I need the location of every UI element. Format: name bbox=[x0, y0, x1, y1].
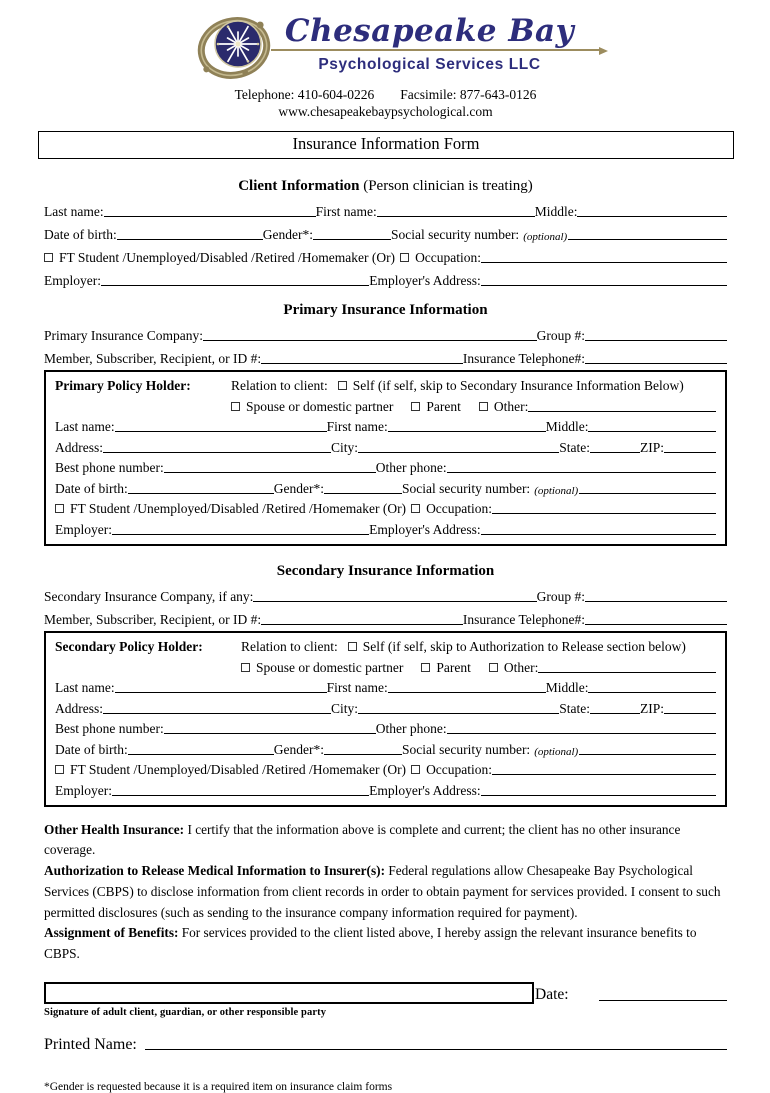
secondary-address-row bbox=[55, 696, 716, 717]
client-middle-field[interactable] bbox=[577, 216, 727, 217]
client-dob-row bbox=[44, 220, 727, 243]
member-id-label: Member, Subscriber, Recipient, or ID #: bbox=[44, 350, 262, 366]
gender-label: Gender*: bbox=[273, 480, 324, 496]
client-occupation-checkbox[interactable] bbox=[400, 253, 409, 262]
primary-dob-row bbox=[55, 476, 716, 497]
signature-field[interactable] bbox=[44, 982, 534, 1004]
best-phone-label: Best phone number: bbox=[55, 721, 164, 737]
assignment-lead: Assignment of Benefits: bbox=[44, 925, 179, 941]
dob-label: Date of birth: bbox=[55, 741, 128, 757]
client-ft-student-checkbox[interactable] bbox=[44, 253, 53, 262]
secondary-zip-field[interactable] bbox=[664, 713, 716, 714]
employer-address-label: Employer's Address: bbox=[369, 521, 481, 537]
primary-employer-row bbox=[55, 517, 716, 538]
gender-label: Gender*: bbox=[273, 741, 324, 757]
secondary-other-checkbox[interactable] bbox=[489, 663, 498, 672]
secondary-insurance-heading bbox=[44, 563, 727, 580]
ssn-optional-note: (optional) bbox=[523, 230, 568, 243]
gender-footnote: *Gender is requested because it is a required item on insurance claim forms bbox=[44, 1080, 393, 1093]
secondary-employer-address-field[interactable] bbox=[481, 795, 716, 796]
middle-label: Middle: bbox=[545, 680, 589, 696]
other-phone-label: Other phone: bbox=[375, 721, 447, 737]
primary-company-label: Primary Insurance Company: bbox=[44, 327, 203, 343]
primary-zip-field[interactable] bbox=[664, 452, 716, 453]
ft-student-label: FT Student /Unemployed/Disabled /Retired /Homemaker (Or) bbox=[59, 249, 396, 265]
secondary-employer-row bbox=[55, 778, 716, 799]
secondary-ssn-field[interactable] bbox=[579, 754, 716, 755]
ssn-label: Social security number: bbox=[401, 480, 531, 496]
telephone-text: Telephone: 410-604-0226 bbox=[234, 87, 375, 102]
secondary-relation-options-row bbox=[55, 655, 716, 676]
contact-line bbox=[44, 87, 727, 104]
zip-label: ZIP: bbox=[639, 439, 664, 455]
primary-address-row bbox=[55, 435, 716, 456]
occupation-label: Occupation: bbox=[415, 249, 482, 265]
primary-name-row bbox=[55, 415, 716, 436]
legal-paragraphs bbox=[44, 820, 727, 965]
ssn-optional-note: (optional) bbox=[534, 484, 579, 497]
relation-label: Relation to client: bbox=[231, 378, 328, 394]
zip-label: ZIP: bbox=[639, 700, 664, 716]
occupation-label: Occupation: bbox=[426, 501, 493, 517]
secondary-insurance-phone-field[interactable] bbox=[585, 624, 727, 625]
primary-member-id-field[interactable] bbox=[261, 363, 463, 364]
primary-insurance-heading bbox=[44, 302, 727, 319]
ssn-label: Social security number: bbox=[401, 741, 531, 757]
employer-label: Employer: bbox=[55, 782, 112, 798]
first-name-label: First name: bbox=[326, 419, 388, 435]
authorization-lead: Authorization to Release Medical Information to Insurer(s): bbox=[44, 863, 385, 879]
authorization-text: Federal regulations allow Chesapeake Bay Psychological Services (CBPS) to disclose information from client records in order to obtain payment for services provided. I consent to such permitted disclosures (such as sending to the insurance company information required for payment). bbox=[44, 863, 721, 920]
secondary-first-name-field[interactable] bbox=[388, 692, 546, 693]
client-ssn-field[interactable] bbox=[568, 239, 727, 240]
assignment-text: For services provided to the client listed above, I hereby assign the relevant insurance benefits to CBPS. bbox=[44, 925, 697, 962]
primary-group-field[interactable] bbox=[585, 340, 727, 341]
primary-member-row bbox=[44, 344, 727, 367]
city-label: City: bbox=[331, 439, 359, 455]
primary-parent-checkbox[interactable] bbox=[411, 402, 420, 411]
address-label: Address: bbox=[55, 439, 103, 455]
ssn-label: Social security number: bbox=[390, 226, 520, 242]
primary-relation-options-row bbox=[55, 394, 716, 415]
middle-label: Middle: bbox=[545, 419, 589, 435]
primary-employer-address-field[interactable] bbox=[481, 534, 716, 535]
primary-phone-row bbox=[55, 456, 716, 477]
primary-other-field[interactable] bbox=[528, 411, 716, 412]
secondary-member-id-field[interactable] bbox=[261, 624, 463, 625]
secondary-phone-row bbox=[55, 717, 716, 738]
address-label: Address: bbox=[55, 700, 103, 716]
other-health-insurance-text: I certify that the information above is complete and current; the client has no other insurance coverage. bbox=[44, 821, 681, 858]
city-label: City: bbox=[331, 700, 359, 716]
secondary-dob-field[interactable] bbox=[128, 754, 274, 755]
primary-middle-field[interactable] bbox=[588, 431, 716, 432]
last-name-label: Last name: bbox=[44, 203, 104, 219]
secondary-group-field[interactable] bbox=[585, 601, 727, 602]
secondary-address-field[interactable] bbox=[103, 713, 331, 714]
primary-status-row bbox=[55, 497, 716, 518]
printed-name-row bbox=[44, 1023, 727, 1054]
authorization-paragraph bbox=[44, 861, 727, 923]
primary-relation-row bbox=[55, 374, 716, 395]
primary-employer-field[interactable] bbox=[112, 534, 369, 535]
secondary-last-name-field[interactable] bbox=[115, 692, 327, 693]
state-label: State: bbox=[559, 439, 590, 455]
primary-gender-field[interactable] bbox=[324, 493, 402, 494]
secondary-heading-text: Secondary Insurance Information bbox=[276, 562, 495, 579]
primary-self-checkbox[interactable] bbox=[338, 381, 347, 390]
client-employer-field[interactable] bbox=[101, 285, 369, 286]
last-name-label: Last name: bbox=[55, 680, 115, 696]
form-title: Insurance Information Form bbox=[292, 133, 480, 153]
signature-caption: Signature of adult client, guardian, or other responsible party bbox=[44, 1006, 327, 1018]
secondary-gender-field[interactable] bbox=[324, 754, 402, 755]
assignment-paragraph bbox=[44, 923, 727, 964]
primary-policy-title: Primary Policy Holder: bbox=[55, 378, 191, 394]
secondary-employer-field[interactable] bbox=[112, 795, 369, 796]
secondary-middle-field[interactable] bbox=[588, 692, 716, 693]
client-first-name-field[interactable] bbox=[377, 216, 535, 217]
primary-company-row bbox=[44, 321, 727, 344]
secondary-name-row bbox=[55, 676, 716, 697]
employer-label: Employer: bbox=[44, 272, 101, 288]
parent-label: Parent bbox=[436, 659, 471, 675]
brand-subtitle: Psychological Services LLC bbox=[318, 55, 541, 73]
primary-occupation-checkbox[interactable] bbox=[411, 504, 420, 513]
secondary-other-field[interactable] bbox=[538, 672, 716, 673]
primary-policy-holder-box bbox=[44, 370, 727, 546]
primary-last-name-field[interactable] bbox=[115, 431, 327, 432]
first-name-label: First name: bbox=[315, 203, 377, 219]
other-label: Other: bbox=[493, 398, 529, 414]
client-occupation-field[interactable] bbox=[481, 262, 727, 263]
dob-label: Date of birth: bbox=[55, 480, 128, 496]
primary-address-field[interactable] bbox=[103, 452, 331, 453]
other-health-insurance-lead: Other Health Insurance: bbox=[44, 821, 185, 837]
printed-name-label: Printed Name: bbox=[44, 1035, 137, 1053]
secondary-ft-student-checkbox[interactable] bbox=[55, 765, 64, 774]
brand-underline-arrow-icon bbox=[271, 49, 574, 54]
secondary-city-field[interactable] bbox=[358, 713, 559, 714]
group-label: Group #: bbox=[536, 327, 585, 343]
relation-label: Relation to client: bbox=[241, 639, 338, 655]
secondary-occupation-field[interactable] bbox=[492, 774, 716, 775]
date-field[interactable] bbox=[599, 1000, 727, 1001]
client-gender-field[interactable] bbox=[313, 239, 391, 240]
last-name-label: Last name: bbox=[55, 419, 115, 435]
secondary-spouse-checkbox[interactable] bbox=[241, 663, 250, 672]
spouse-label: Spouse or domestic partner bbox=[246, 398, 394, 414]
gender-label: Gender*: bbox=[262, 226, 313, 242]
spouse-label: Spouse or domestic partner bbox=[256, 659, 404, 675]
secondary-relation-row bbox=[55, 635, 716, 656]
secondary-member-row bbox=[44, 605, 727, 628]
client-heading-note: (Person clinician is treating) bbox=[359, 177, 533, 194]
client-employer-row bbox=[44, 266, 727, 289]
primary-spouse-checkbox[interactable] bbox=[231, 402, 240, 411]
secondary-occupation-checkbox[interactable] bbox=[411, 765, 420, 774]
primary-city-field[interactable] bbox=[358, 452, 559, 453]
employer-label: Employer: bbox=[55, 521, 112, 537]
insurance-phone-label: Insurance Telephone#: bbox=[462, 350, 585, 366]
client-dob-field[interactable] bbox=[117, 239, 263, 240]
client-section-heading bbox=[44, 178, 727, 195]
other-health-insurance-paragraph bbox=[44, 820, 727, 861]
website-text: www.chesapeakebaypsychological.com bbox=[278, 103, 493, 119]
secondary-policy-holder-box bbox=[44, 631, 727, 807]
parent-label: Parent bbox=[426, 398, 461, 414]
primary-occupation-field[interactable] bbox=[492, 513, 716, 514]
secondary-best-phone-field[interactable] bbox=[164, 733, 376, 734]
facsimile-text: Facsimile: 877-643-0126 bbox=[400, 87, 537, 102]
primary-heading-text: Primary Insurance Information bbox=[283, 301, 488, 318]
employer-address-label: Employer's Address: bbox=[369, 272, 481, 288]
client-last-name-field[interactable] bbox=[104, 216, 316, 217]
primary-best-phone-field[interactable] bbox=[164, 472, 376, 473]
primary-first-name-field[interactable] bbox=[388, 431, 546, 432]
secondary-parent-checkbox[interactable] bbox=[421, 663, 430, 672]
client-employer-address-field[interactable] bbox=[481, 285, 727, 286]
printed-name-field[interactable] bbox=[145, 1049, 727, 1050]
secondary-company-field[interactable] bbox=[253, 601, 536, 602]
primary-ssn-field[interactable] bbox=[579, 493, 716, 494]
other-phone-label: Other phone: bbox=[375, 460, 447, 476]
member-id-label: Member, Subscriber, Recipient, or ID #: bbox=[44, 611, 262, 627]
other-label: Other: bbox=[503, 659, 539, 675]
secondary-company-row bbox=[44, 582, 727, 605]
secondary-dob-row bbox=[55, 737, 716, 758]
group-label: Group #: bbox=[536, 588, 585, 604]
ft-student-label: FT Student /Unemployed/Disabled /Retired /Homemaker (Or) bbox=[70, 762, 407, 778]
best-phone-label: Best phone number: bbox=[55, 460, 164, 476]
client-name-row bbox=[44, 197, 727, 220]
secondary-status-row bbox=[55, 758, 716, 779]
middle-label: Middle: bbox=[534, 203, 578, 219]
secondary-policy-title: Secondary Policy Holder: bbox=[55, 639, 203, 655]
primary-state-field[interactable] bbox=[590, 452, 640, 453]
occupation-label: Occupation: bbox=[426, 762, 493, 778]
primary-insurance-phone-field[interactable] bbox=[585, 363, 727, 364]
state-label: State: bbox=[559, 700, 590, 716]
insurance-phone-label: Insurance Telephone#: bbox=[462, 611, 585, 627]
ssn-optional-note: (optional) bbox=[534, 745, 579, 758]
dob-label: Date of birth: bbox=[44, 226, 117, 242]
secondary-self-option-label: Self (if self, skip to Authorization to Release section below) bbox=[362, 639, 686, 655]
client-heading-text: Client Information bbox=[238, 177, 360, 194]
primary-company-field[interactable] bbox=[203, 340, 537, 341]
secondary-company-label: Secondary Insurance Company, if any: bbox=[44, 588, 254, 604]
compass-logo-icon bbox=[197, 14, 277, 80]
primary-other-checkbox[interactable] bbox=[479, 402, 488, 411]
first-name-label: First name: bbox=[326, 680, 388, 696]
primary-ft-student-checkbox[interactable] bbox=[55, 504, 64, 513]
secondary-state-field[interactable] bbox=[590, 713, 640, 714]
brand-header bbox=[44, 12, 727, 80]
secondary-other-phone-field[interactable] bbox=[447, 733, 716, 734]
client-status-row bbox=[44, 243, 727, 266]
secondary-self-checkbox[interactable] bbox=[348, 642, 357, 651]
brand-text-block bbox=[285, 12, 574, 74]
primary-self-option-label: Self (if self, skip to Secondary Insurance Information Below) bbox=[352, 378, 684, 394]
signature-row bbox=[44, 979, 727, 1004]
employer-address-label: Employer's Address: bbox=[369, 782, 481, 798]
ft-student-label: FT Student /Unemployed/Disabled /Retired /Homemaker (Or) bbox=[70, 501, 407, 517]
form-title-box bbox=[38, 131, 734, 159]
date-label: Date: bbox=[535, 985, 569, 1003]
primary-other-phone-field[interactable] bbox=[447, 472, 716, 473]
brand-name: Chesapeake Bay bbox=[284, 13, 575, 49]
primary-dob-field[interactable] bbox=[128, 493, 274, 494]
